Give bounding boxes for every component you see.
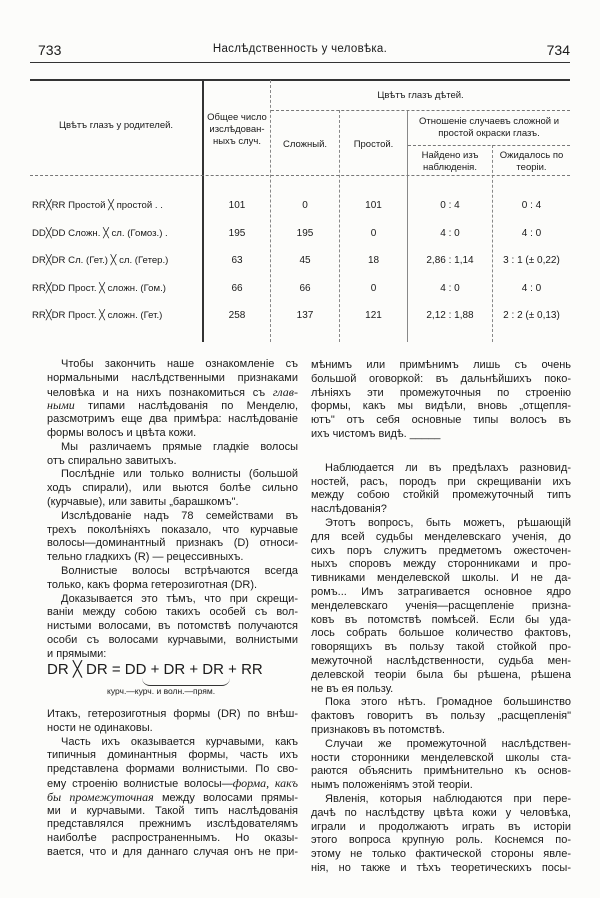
text-line: ковъ въ потомствѣ помѣсей. Если бы уда- xyxy=(311,613,571,626)
cross-formula: DR ╳ DR = DD + DR + DR + RR xyxy=(47,661,263,678)
text-line: Волнистые волосы встрѣчаются всегда xyxy=(61,564,298,577)
text-line: вается, что и для даннаго случая онъ не при- xyxy=(47,845,298,858)
text-line: и прямыми: xyxy=(47,647,107,660)
text-line: тивниками менделевской школы. И не да- xyxy=(311,572,571,585)
cell-found: 4 : 0 xyxy=(440,282,460,294)
text-line: Часть ихъ оказывается курчавыми, какъ xyxy=(61,735,298,748)
row-label: RR╳DR Прост. ╳ сложн. (Гет.) xyxy=(32,310,163,321)
text-line: межуточной наслѣдственности, судьба мен- xyxy=(311,654,571,667)
text-line: наиболѣе распространеннымъ. Но оказы- xyxy=(47,832,298,845)
left-column-text xyxy=(47,358,298,662)
cell-found: 2,12 : 1,88 xyxy=(426,310,474,321)
text-line: нормальными наслѣдственными признаками xyxy=(47,371,298,384)
text-line: бы промежуточная между волосами прямы- xyxy=(47,789,298,804)
text-line: Доказывается это тѣмъ, что при скрещи- xyxy=(61,592,298,605)
header-parents: Цвѣтъ глазъ у родителей. xyxy=(58,120,174,131)
header-expected-line: теоріи. xyxy=(516,162,547,173)
text-line: ютъ" отъ себя основные типы волосъ въ xyxy=(311,414,571,427)
text-line: трехъ поколѣніяхъ показало, что курчавые xyxy=(47,523,298,536)
cell-complex: 0 xyxy=(302,200,308,211)
cell-total: 66 xyxy=(231,282,243,294)
text-line: ходъ спирали), или вьются болѣе сильно xyxy=(47,482,298,495)
text-line: волосы—доминантный признакъ (D) относи- xyxy=(47,537,298,550)
text-line: ными типами наслѣдованія по Менделю, xyxy=(47,398,298,413)
text-line: дачѣ по наслѣдству цвѣта кожи у человѣка, xyxy=(311,806,571,819)
header-children: Цвѣтъ глазъ дѣтей. xyxy=(377,90,464,101)
text-line: формы волосъ и цвѣта кожи. xyxy=(47,426,197,439)
cell-complex: 195 xyxy=(296,227,314,239)
header-found xyxy=(408,150,492,174)
row-label: DD╳DD Сложн. ╳ сл. (Гомоз.) . xyxy=(32,227,168,239)
text-line: Изслѣдованіе надъ 78 семействами въ xyxy=(61,509,298,522)
text-line: Пока этого нѣтъ. Громадное большинство xyxy=(325,696,571,709)
text-line: сихъ поръ служитъ предметомъ ожесточен- xyxy=(311,544,571,557)
text-line: только, какъ форма гетерозиготная (DR). xyxy=(47,578,258,591)
table-divider xyxy=(408,145,570,146)
cell-total: 195 xyxy=(228,227,246,239)
text-line: лось собрать большое количество фактовъ, xyxy=(311,627,571,640)
text-line: играли и продолжаютъ играть въ исторіи xyxy=(311,820,571,833)
cell-expected: 3 : 1 (± 0,22) xyxy=(503,255,560,266)
text-line: этому не только фактической стороны явле- xyxy=(311,848,571,861)
text-line: ныхъ споровъ между сторонниками и про- xyxy=(311,558,571,571)
text-line: большой оговоркой: въ дальнѣйшихъ поко- xyxy=(311,372,571,385)
cell-total: 63 xyxy=(231,255,243,266)
running-title: Наслѣдственность у человѣка. xyxy=(212,43,388,55)
header-simple: Простой. xyxy=(353,139,394,150)
header-ratio xyxy=(408,116,570,140)
header-found-line: наблюденія. xyxy=(423,162,477,173)
row-label: RR╳DD Прост. ╳ сложн. (Гом.) xyxy=(32,282,166,294)
header-complex: Сложный. xyxy=(282,139,328,150)
text-line: формы, какъ мы видѣли, вновь „отщепля- xyxy=(311,400,571,413)
text-line: представлялся прежнимъ изслѣдователямъ xyxy=(47,818,298,831)
text-line: для всей судьбы менделевскаго ученія, до xyxy=(311,530,571,543)
header-total-line: ныхъ случ. xyxy=(212,136,262,147)
text-line: ми и курчавыми. Такой типъ наслѣдованія xyxy=(47,804,298,817)
text-line: ности сторонники менделевской школы ста- xyxy=(311,751,571,764)
text-line: Чтобы закончить наше ознакомленіе съ xyxy=(61,358,298,370)
text-line: Итакъ, гетерозиготныя формы (DR) по внѣш- xyxy=(47,708,298,720)
cell-complex: 66 xyxy=(299,282,311,294)
cell-simple: 0 xyxy=(370,282,377,294)
cell-complex: 45 xyxy=(299,255,311,266)
text-line: между собою стойкій промежуточный типъ xyxy=(311,489,571,502)
text-line: тельно гладкихъ (R) — рецессивныхъ. xyxy=(47,551,244,564)
cell-found: 2,86 : 1,14 xyxy=(426,255,474,266)
text-line: ваніи между собою такихъ особей съ вол- xyxy=(47,606,298,619)
text-line: делевской теоріи была бы рѣшена, рѣшена xyxy=(311,668,571,681)
text-line: Этотъ вопросъ, быть можетъ, рѣшающій xyxy=(325,516,571,529)
text-line: нымъ положеніямъ этой теоріи. xyxy=(311,779,473,792)
cell-expected: 4 : 0 xyxy=(521,227,542,239)
text-line: Случаи же промежуточной наслѣдствен- xyxy=(325,737,571,750)
text-line: признаковъ въ потомствѣ. xyxy=(311,723,445,736)
cell-simple: 101 xyxy=(365,200,382,211)
row-label: DR╳DR Сл. (Гет.) ╳ сл. (Гетер.) xyxy=(32,255,169,266)
cell-found: 4 : 0 xyxy=(440,227,460,239)
header-total-line: Общее число xyxy=(207,112,267,123)
text-line: ромъ... Имъ затрагивается основное ядро xyxy=(311,585,571,598)
text-line: Явленія, которыя наблюдаются при пере- xyxy=(325,792,571,805)
cell-simple: 18 xyxy=(367,255,380,266)
formula-caption: курч.—курч. и волн.—прям. xyxy=(107,686,216,696)
table-divider xyxy=(270,80,271,342)
text-line: говорящихъ въ пользу такой стойкой про- xyxy=(311,641,571,654)
cell-total: 101 xyxy=(228,200,246,211)
text-line: представлена формами волнистыми. По сво- xyxy=(47,763,298,776)
text-line: типичныя доминантныя формы, часть ихъ xyxy=(47,749,298,762)
header-expected xyxy=(493,150,570,174)
text-line: Мы различаемъ прямые гладкіе волосы xyxy=(61,440,298,453)
text-line: мѣнимъ или примѣнимъ лишь съ очень xyxy=(311,359,571,371)
text-line: Наблюдается ли въ предѣлахъ разновид- xyxy=(325,461,571,474)
text-line: нистыми волосами, въ потомствѣ получаются xyxy=(47,620,298,633)
text-line: нія, но также и тѣхъ теоретическихъ посы- xyxy=(311,861,571,874)
text-line: менделевскаго ученія—расщепленіе призна- xyxy=(311,599,571,612)
cell-simple: 121 xyxy=(365,310,382,321)
text-line: ностей, расъ, породъ при скрещиваніи ихъ xyxy=(311,475,571,488)
text-line: фактовъ говоритъ въ пользу „расщепленія" xyxy=(311,710,571,723)
cell-expected: 2 : 2 (± 0,13) xyxy=(503,310,560,321)
cell-expected: 4 : 0 xyxy=(521,282,542,294)
left-column-text-continued xyxy=(47,708,298,860)
table-top-rule xyxy=(30,79,570,81)
cell-simple: 0 xyxy=(370,227,377,239)
text-line: отъ спирально завитыхъ. xyxy=(47,454,177,467)
text-line: ихъ чистомъ видѣ. _____ xyxy=(311,427,441,440)
cell-complex: 137 xyxy=(296,310,314,321)
header-found-line: Найдено изъ xyxy=(421,150,479,161)
cell-found: 0 : 4 xyxy=(440,200,460,211)
cell-expected: 0 : 4 xyxy=(521,200,542,211)
table-divider xyxy=(271,110,570,111)
underbrace xyxy=(142,678,230,686)
cell-total: 258 xyxy=(228,310,246,321)
header-total-line: изслѣдован- xyxy=(209,124,265,135)
header-rule xyxy=(30,62,570,63)
text-line: ему строенію волнистые волосы—форма, какъ xyxy=(47,775,299,790)
header-ratio-line: простой окраски глазъ. xyxy=(438,128,540,139)
text-line: раются объяснить примѣнительно къ основ- xyxy=(311,765,571,778)
text-line: наслѣдованія? xyxy=(311,503,387,516)
row-label: RR╳RR Простой ╳ простой . . xyxy=(32,200,163,211)
text-line: этого вопроса крупную роль. Коснемся по- xyxy=(311,834,571,847)
text-line: Послѣдніе или только волнисты (большой xyxy=(61,468,298,481)
page-number-left: 733 xyxy=(38,42,62,58)
text-line: разсмотримъ еще два примѣра: наслѣдованіе xyxy=(47,413,298,426)
text-line: лѣніяхъ эти промежуточныя по строенію xyxy=(311,386,571,399)
right-column-text xyxy=(311,359,571,876)
header-total xyxy=(204,112,270,148)
table-divider xyxy=(30,175,570,176)
text-line: не въ ея пользу. xyxy=(311,682,394,695)
header-ratio-line: Отношеніе случаевъ сложной и xyxy=(418,116,560,127)
header-expected-line: Ожидалось по xyxy=(499,150,564,161)
text-line: человѣка и на нихъ познакомиться съ глав- xyxy=(47,384,298,399)
text-line: (курчавые), или завиты „барашкомъ". xyxy=(47,495,239,508)
text-line: особи съ волосами курчавыми, волнистыми xyxy=(47,633,298,646)
page-number-right: 734 xyxy=(546,42,570,58)
text-line: ности не одинаковы. xyxy=(47,721,153,734)
